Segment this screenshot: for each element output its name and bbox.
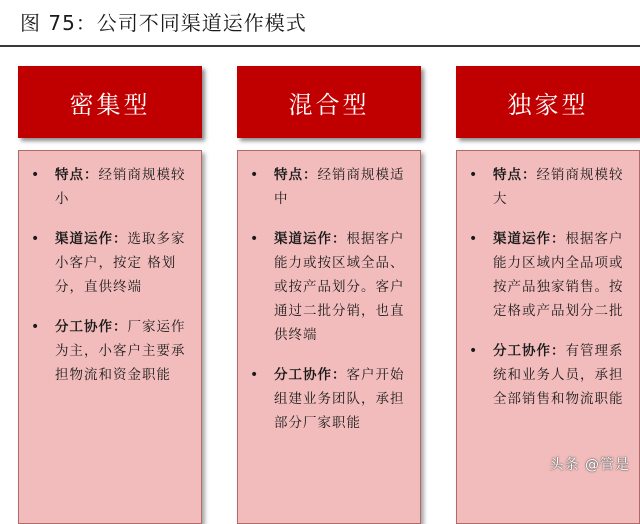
column-header	[237, 66, 421, 138]
bullet-item-operation	[244, 227, 412, 347]
bullet-label: 分工协作：	[493, 343, 566, 359]
watermark: 头条 @管是	[549, 457, 630, 473]
bullet-text	[274, 227, 412, 347]
bullet-label: 渠道运作：	[274, 231, 347, 247]
bullet-dot: •	[469, 167, 478, 183]
column-header	[456, 66, 640, 138]
bullet-body: 选取多家小客户，按定 格划分，直供终端	[55, 231, 186, 295]
bullet-body: 根据客户能力或按区域全品、或按产品划分。客户通过二批分销，也直供终端	[274, 231, 405, 343]
column-panel	[237, 150, 421, 524]
bullet-item-cooperation	[463, 339, 631, 411]
bullet-item-feature	[463, 163, 631, 211]
bullet-dot: •	[250, 167, 259, 183]
bullet-body: 客户开始组建业务团队，承担部分厂家职能	[274, 367, 405, 431]
bullet-item-operation	[463, 227, 631, 323]
bullet-label: 特点：	[55, 167, 99, 183]
bullet-dot: •	[31, 167, 40, 183]
column-header-label: 混合型	[288, 90, 370, 119]
column-header	[18, 66, 202, 138]
bullet-label: 渠道运作：	[493, 231, 566, 247]
bullet-label: 特点：	[274, 167, 318, 183]
column-panel	[18, 150, 202, 524]
bullet-label: 特点：	[493, 167, 537, 183]
title-divider	[0, 45, 640, 47]
bullet-text	[493, 227, 631, 323]
bullet-item-cooperation	[25, 315, 193, 387]
bullet-body: 根据客户能力区域内全品项或按产品独家销售。按定格或产品划分二批	[493, 231, 624, 319]
bullet-label: 分工协作：	[55, 319, 128, 335]
column-header-label: 独家型	[507, 90, 589, 119]
bullet-body: 经销商规模较小	[55, 167, 186, 207]
bullet-body: 经销商规模适中	[274, 167, 405, 207]
bullet-item-operation	[25, 227, 193, 299]
bullet-item-feature	[25, 163, 193, 211]
bullet-text	[55, 227, 193, 299]
bullet-text	[55, 315, 193, 387]
bullet-text	[55, 163, 193, 211]
bullet-body: 经销商规模较大	[493, 167, 624, 207]
bullet-dot: •	[469, 343, 478, 359]
bullet-text	[493, 163, 631, 211]
bullet-body: 有管理系统和业务人员，承担全部销售和物流职能	[493, 343, 624, 407]
bullet-body: 厂家运作为主，小客户主要承担物流和资金职能	[55, 319, 186, 383]
figure-title: 图 75：公司不同渠道运作模式	[20, 11, 307, 35]
bullet-label: 渠道运作：	[55, 231, 128, 247]
bullet-dot: •	[31, 231, 40, 247]
bullet-item-feature	[244, 163, 412, 211]
bullet-text	[274, 363, 412, 435]
bullet-dot: •	[469, 231, 478, 247]
bullet-label: 分工协作：	[274, 367, 347, 383]
bullet-text	[493, 339, 631, 411]
bullet-item-cooperation	[244, 363, 412, 435]
bullet-dot: •	[250, 231, 259, 247]
column-header-label: 密集型	[69, 90, 151, 119]
bullet-dot: •	[31, 319, 40, 335]
bullet-text	[274, 163, 412, 211]
bullet-dot: •	[250, 367, 259, 383]
